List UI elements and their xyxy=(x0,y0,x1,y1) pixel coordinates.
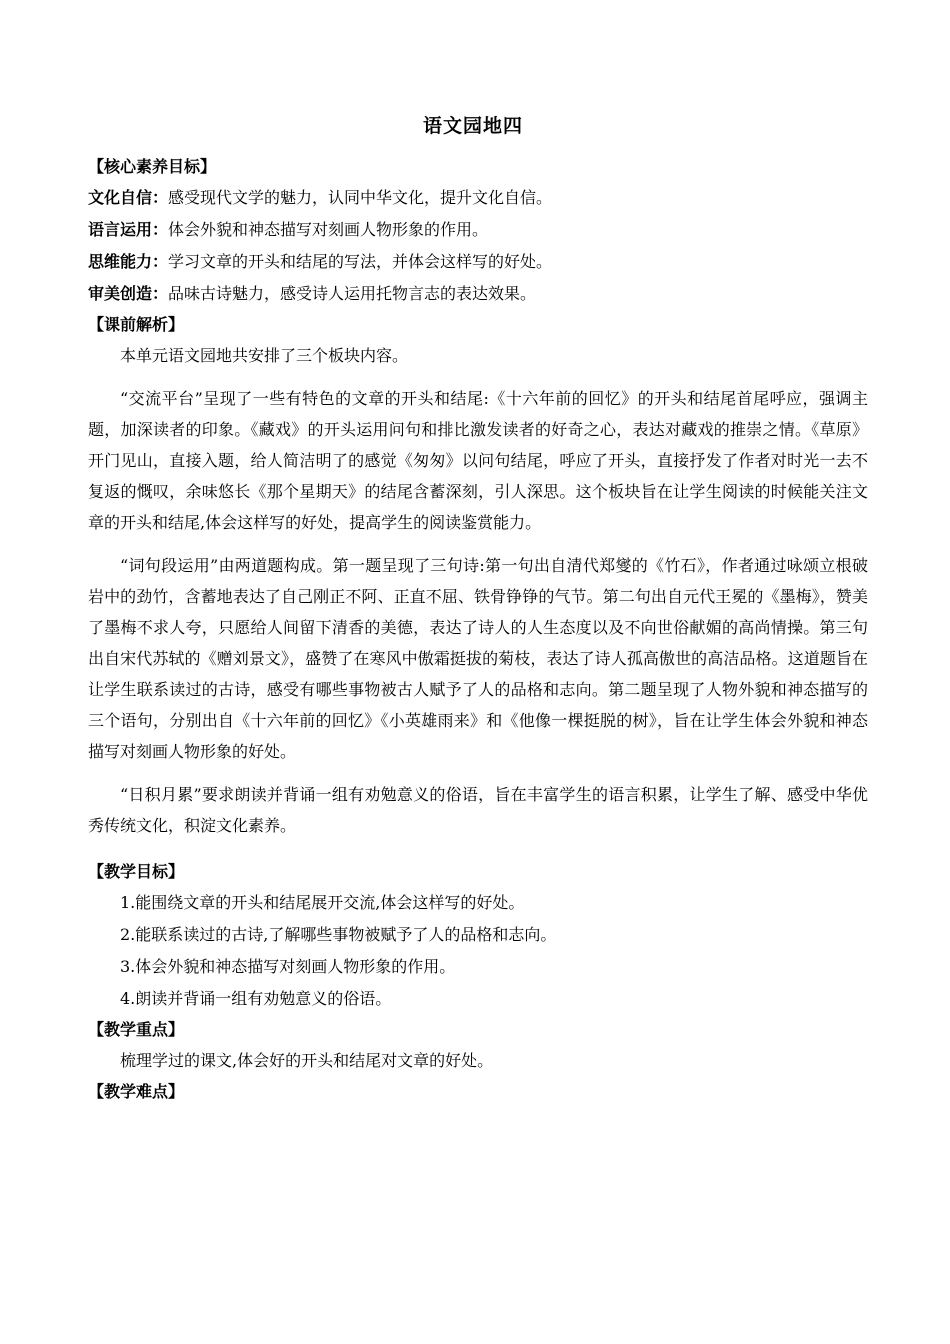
difficult-points-heading: 【教学难点】 xyxy=(88,1082,185,1101)
core-goal-label: 语言运用： xyxy=(88,220,169,239)
analysis-paragraph: “日积月累”要求朗读并背诵一组有劝勉意义的俗语，旨在丰富学生的语言积累，让学生了解、感受中华优秀传统文化，积淀文化素养。 xyxy=(88,785,868,835)
core-goal-item xyxy=(88,278,868,310)
core-goal-text: 学习文章的开头和结尾的写法，并体会这样写的好处。 xyxy=(168,252,553,271)
core-goal-text: 体会外貌和神态描写对刻画人物形象的作用。 xyxy=(168,220,489,239)
core-goal-label: 文化自信： xyxy=(88,188,169,207)
core-goal-item xyxy=(88,182,868,214)
core-goal-text: 感受现代文学的魅力，认同中华文化，提升文化自信。 xyxy=(168,188,553,207)
document-page xyxy=(88,110,868,1107)
key-points-heading: 【教学重点】 xyxy=(88,1020,185,1039)
teaching-goal-item: 4.朗读并背诵一组有劝勉意义的俗语。 xyxy=(120,989,392,1008)
core-goal-label: 思维能力： xyxy=(88,252,169,271)
teaching-goal-item: 1.能围绕文章的开头和结尾展开交流,体会这样写的好处。 xyxy=(120,893,525,912)
analysis-paragraph: “词句段运用”由两道题构成。第一题呈现了三句诗:第一句出自清代郑燮的《竹石》，作者通过咏颂立根破岩中的劲竹，含蓄地表达了自己刚正不阿、正直不屈、铁骨铮铮的气节。第二句出自元代王冕的《墨梅》，赞美了墨梅不求人夸，只愿给人间留下清香的美德，表达了诗人的人生态度以及不向世俗献媚的高尚情操。第三句出自宋代苏轼的《赠刘景文》，盛赞了在寒风中傲霜挺拔的菊枝，表达了诗人孤高傲世的高洁品格。这道题旨在让学生联系读过的古诗，感受有哪些事物被古人赋予了人的品格和志向。第二题呈现了人物外貌和神态描写的三个语句，分别出自《十六年前的回忆》《小英雄雨来》和《他像一棵挺脱的树》，旨在让学生体会外貌和神态描写对刻画人物形象的好处。 xyxy=(88,556,868,761)
core-goal-text: 品味古诗魅力，感受诗人运用托物言志的表达效果。 xyxy=(168,284,537,303)
analysis-paragraph: “交流平台”呈现了一些有特色的文章的开头和结尾:《十六年前的回忆》的开头和结尾首尾呼应，强调主题，加深读者的印象。《藏戏》的开头运用问句和排比激发读者的好奇之心，表达对藏戏的推崇之情。《草原》开门见山，直接入题，给人简洁明了的感觉《匆匆》以问句结尾，呼应了开头，直接抒发了作者对时光一去不复返的慨叹，余味悠长《那个星期天》的结尾含蓄深刻，引人深思。这个板块旨在让学生阅读的时候能关注文章的开头和结尾,体会这样写的好处，提高学生的阅读鉴赏能力。 xyxy=(88,389,868,532)
key-points-text: 梳理学过的课文,体会好的开头和结尾对文章的好处。 xyxy=(120,1051,494,1070)
teaching-goals-heading: 【教学目标】 xyxy=(88,862,185,881)
teaching-goal-item: 3.体会外貌和神态描写对刻画人物形象的作用。 xyxy=(120,957,456,976)
core-goal-item xyxy=(88,246,868,278)
teaching-goal-item: 2.能联系读过的古诗,了解哪些事物被赋予了人的品格和志向。 xyxy=(120,925,557,944)
core-goals-heading: 【核心素养目标】 xyxy=(88,157,217,176)
core-goal-item xyxy=(88,214,868,246)
page-title: 语文园地四 xyxy=(422,115,523,137)
core-goal-label: 审美创造： xyxy=(88,284,169,303)
analysis-heading: 【课前解析】 xyxy=(88,315,185,334)
analysis-paragraph: 本单元语文园地共安排了三个板块内容。 xyxy=(120,346,409,365)
